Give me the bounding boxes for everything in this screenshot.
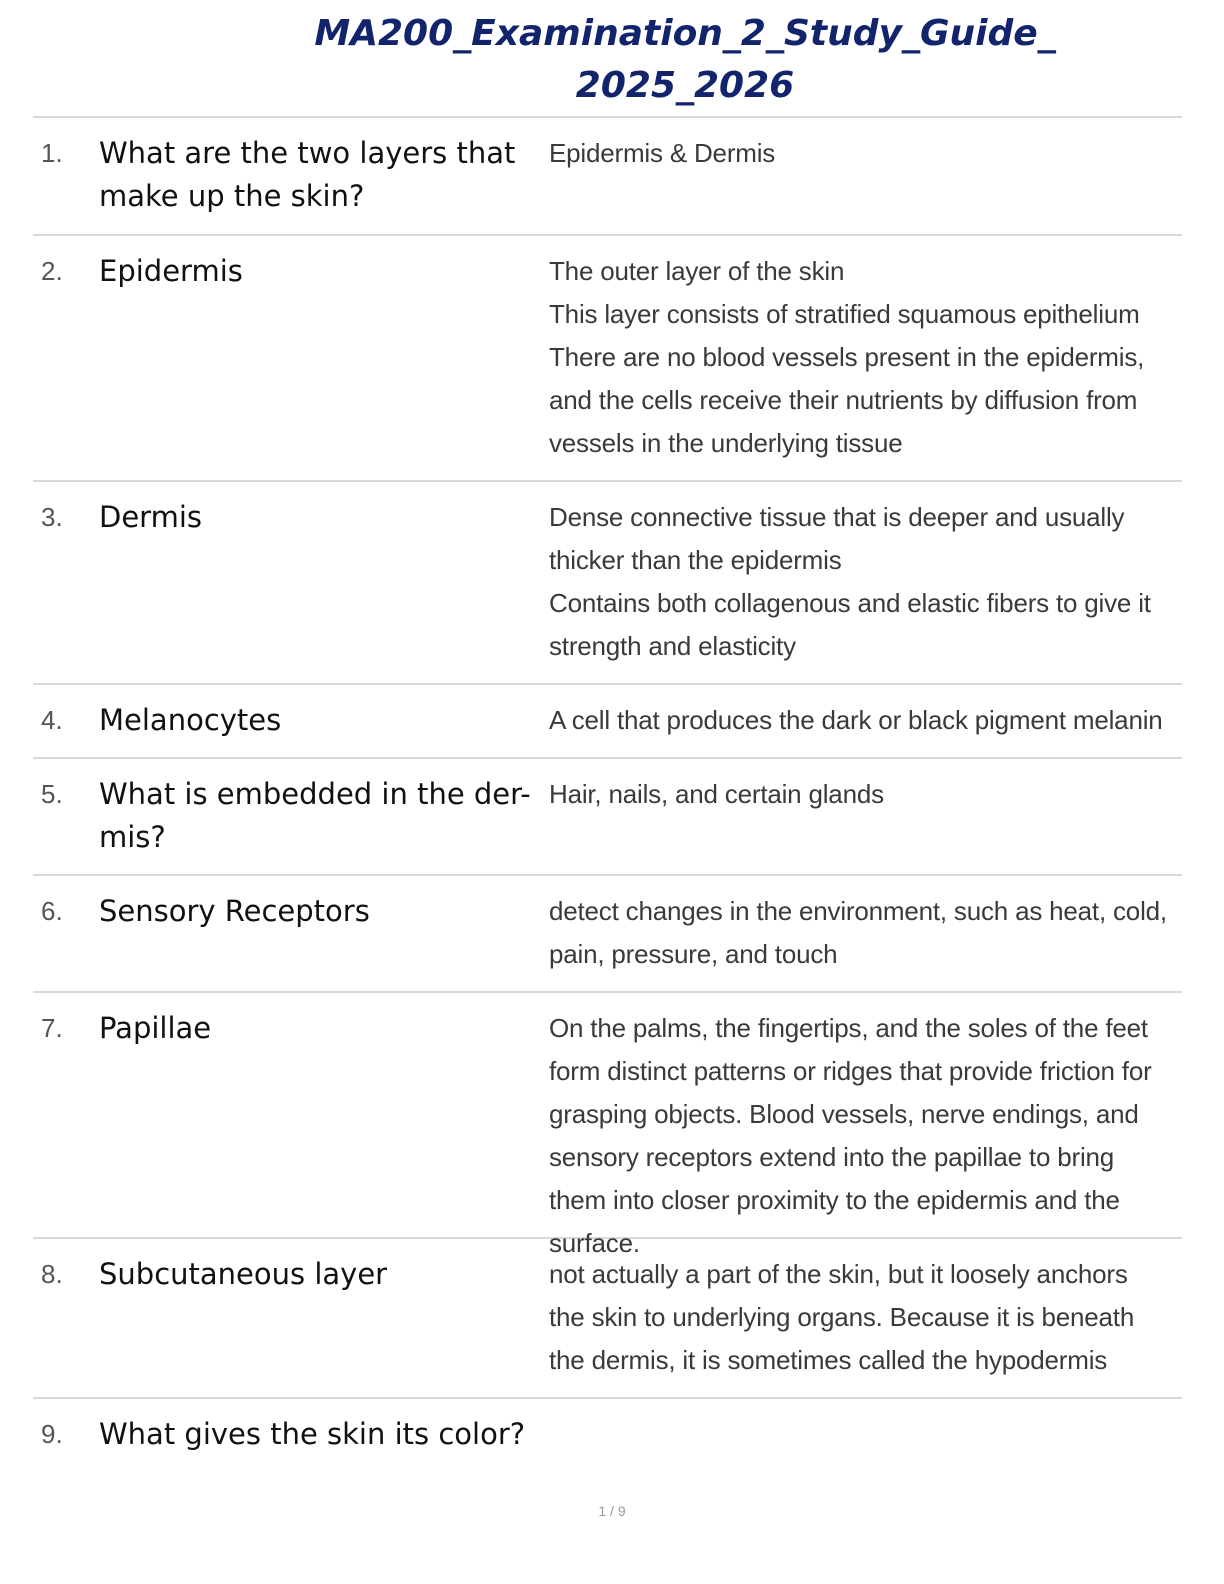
definition-line: This layer consists of stratified squamous epithelium — [549, 299, 1140, 329]
card-term: Epidermis — [99, 254, 243, 288]
flashcard-row — [33, 757, 1182, 874]
flashcard-row — [33, 991, 1182, 1258]
card-number: 1. — [41, 138, 63, 168]
definition-line: Dense connective tissue that is deeper and usually thicker than the epidermis — [549, 502, 1125, 575]
flashcard-row — [33, 1397, 1182, 1477]
definition-line: There are no blood vessels present in the epidermis, and the cells receive their nutrients by diffusion from vessels in the underlying tissue — [549, 342, 1145, 458]
flashcard-row — [33, 480, 1182, 683]
card-number: 4. — [41, 705, 63, 735]
card-term: What are the two layers that make up the skin? — [99, 136, 516, 213]
definition-line: On the palms, the fingertips, and the soles of the feet form distinct patterns or ridges that provide friction for grasping objects. Blood vessels, nerve endings, and sensory receptors extend into the papillae to bring them into closer proximity to the epidermis and the surface. — [549, 1013, 1152, 1258]
definition-line: A cell that produces the dark or black pigment melanin — [549, 705, 1163, 735]
card-term: What gives the skin its color? — [99, 1417, 526, 1451]
card-number: 8. — [41, 1259, 63, 1289]
document-title-line1: MA200_Examination_2_Study_Guide_ — [314, 13, 1056, 54]
card-definition — [549, 993, 1182, 1258]
page-number: 1 / 9 — [598, 1503, 626, 1519]
card-definition — [549, 236, 1182, 480]
flashcard-list — [33, 116, 1182, 1477]
card-term: Dermis — [99, 500, 203, 534]
flashcard-row — [33, 683, 1182, 757]
definition-line: detect changes in the environment, such as heat, cold, pain, pressure, and touch — [549, 896, 1167, 969]
card-number: 6. — [41, 896, 63, 926]
card-definition — [549, 759, 1182, 874]
card-definition — [549, 118, 1182, 234]
card-number: 7. — [41, 1013, 63, 1043]
card-definition — [549, 876, 1182, 991]
definition-line: The outer layer of the skin — [549, 256, 845, 286]
card-definition — [549, 482, 1182, 683]
flashcard-row — [33, 1237, 1182, 1397]
flashcard-row — [33, 234, 1182, 480]
card-definition — [549, 685, 1182, 757]
flashcard-row — [33, 116, 1182, 234]
definition-line: not actually a part of the skin, but it loosely anchors the skin to underlying organs. Because it is beneath the dermis, it is sometimes called the hypodermis — [549, 1259, 1135, 1375]
card-term: Melanocytes — [99, 703, 282, 737]
card-number: 2. — [41, 256, 63, 286]
card-number: 5. — [41, 779, 63, 809]
card-term: Sensory Receptors — [99, 894, 370, 928]
card-term: Subcutaneous layer — [99, 1257, 388, 1291]
document-title-line2: 2025_2026 — [575, 65, 795, 106]
definition-line: Epidermis & Dermis — [549, 138, 776, 168]
definition-line: Contains both collagenous and elastic fibers to give it strength and elasticity — [549, 588, 1151, 661]
card-term: What is embedded in the der-mis? — [99, 777, 531, 854]
card-number: 3. — [41, 502, 63, 532]
definition-line: Hair, nails, and certain glands — [549, 779, 884, 809]
card-definition — [549, 1399, 1182, 1477]
card-term: Papillae — [99, 1011, 212, 1045]
card-number: 9. — [41, 1419, 63, 1449]
flashcard-row — [33, 874, 1182, 991]
card-definition — [549, 1239, 1182, 1397]
document-title — [280, 8, 1090, 112]
